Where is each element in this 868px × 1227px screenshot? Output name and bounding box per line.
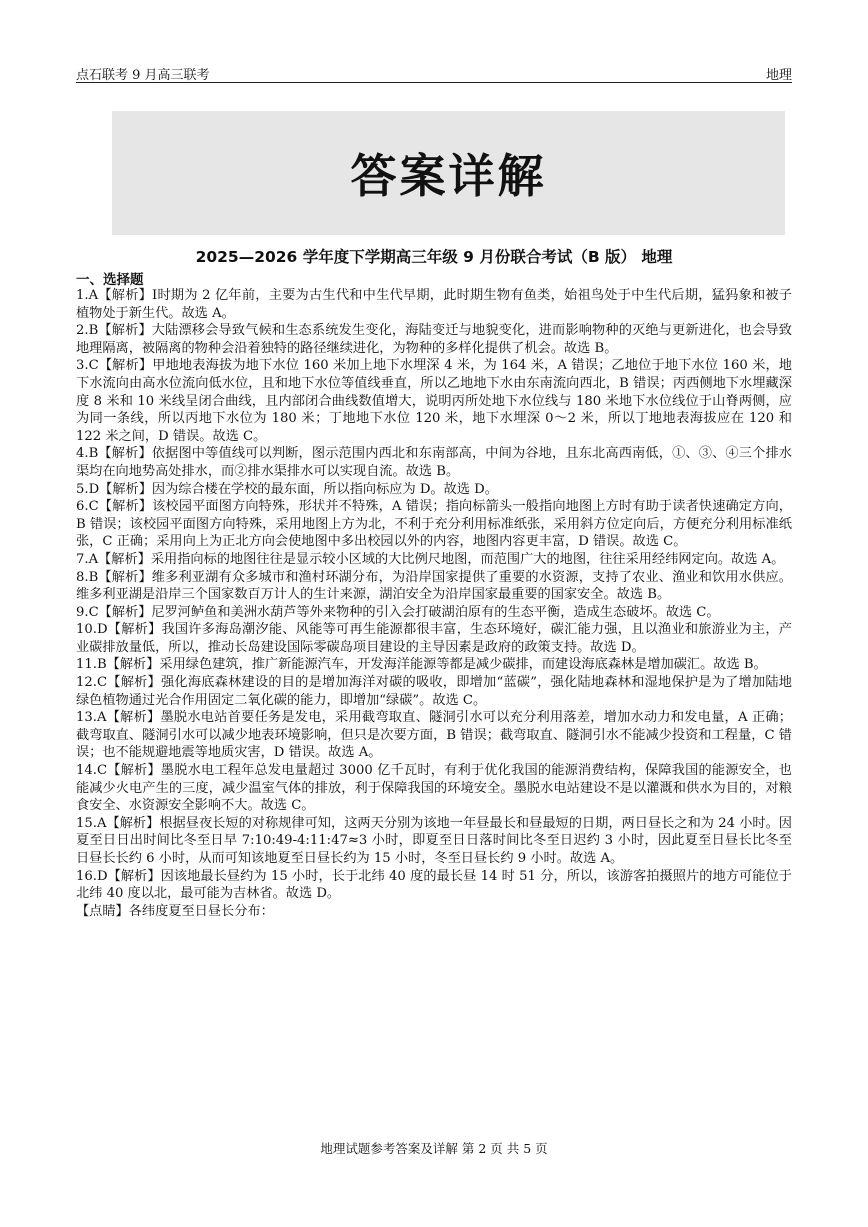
answer-item: 11.B【解析】采用绿色建筑，推广新能源汽车，开发海洋能源等都是减少碳排，而建设海底森林是增加碳汇。故选 B。: [76, 657, 767, 673]
answer-item: 2.B【解析】大陆漂移会导致气候和生态系统发生变化，海陆变迁与地貌变化，进而影响物种的灭绝与更新进化，也会导致地理隔离，被隔离的物种会沿着独特的路径继续进化，为物种的多样化提供了机会。故选 B。: [76, 323, 792, 356]
section-heading: 一、选择题: [76, 272, 144, 288]
answer-item: 13.A【解析】墨脱水电站首要任务是发电，采用截弯取直、隧洞引水可以充分利用落差，增加水动力和发电量，A 正确；截弯取直、隧洞引水可以减少地表环境影响，但只是次要方面，B 错误；截弯取直、隧洞引水不能减少投资和工程量，C 错误；也不能规避地震等地质灾害，D 错误。故选 A。: [76, 710, 792, 761]
answer-item: 3.C【解析】甲地地表海拔为地下水位 160 米加上地下水埋深 4 米，为 164 米，A 错误；乙地位于地下水位 160 米，地下水流向由高水位流向低水位，且和地下水位等值线垂直，所以乙地地下水由东南流向西北，B 错误；丙西侧地下水埋藏深度 8 米和 10 米线呈闭合曲线，且内部闭合曲线数值增大，说明丙所处地下水位线与 180 米地下水位线位于山脊两侧，应为同一条线，所以丙地下水位为 180 米；丁地地下水位 120 米，地下水埋深 0～2 米，所以丁地地表海拔应在 120 和 122 米之间，D 错误。故选 C。: [76, 358, 792, 444]
answer-item: 8.B【解析】维多利亚湖有众多城市和渔村环湖分布，为沿岸国家提供了重要的水资源，支持了农业、渔业和饮用水供应。维多利亚湖是沿岸三个国家数百万计人的生计来源，湖泊安全为沿岸国家最重要的国家安全。故选 B。: [76, 569, 792, 603]
page-footer: 地理试题参考答案及详解 第 2 页 共 5 页: [320, 1141, 548, 1156]
answer-item: 10.D【解析】我国许多海岛潮汐能、风能等可再生能源都很丰富，生态环境好，碳汇能力强，且以渔业和旅游业为主，产业碳排放量低，所以，推动长岛建设国际零碳岛项目建设的主导因素是政府的政策支持。故选 D。: [76, 622, 792, 655]
banner-title: 答案详解: [350, 149, 547, 203]
answer-item: 12.C【解析】强化海底森林建设的目的是增加海洋对碳的吸收，即增加“蓝碳”，强化陆地森林和湿地保护是为了增加陆地绿色植物通过光合作用固定二氧化碳的能力，即增加“绿碳”。故选 C。: [76, 675, 792, 708]
page-header: [76, 62, 792, 83]
answer-item: 4.B【解析】依据图中等值线可以判断，图示范围内西北和东南部高，中间为谷地，且东北高西南低，①、③、④三个排水渠均在向地势高处排水，而②排水渠排水可以实现自流。故选 B。: [76, 446, 792, 479]
answer-item: 15.A【解析】根据昼夜长短的对称规律可知，这两天分别为该地一年昼最长和昼最短的日期，两日昼长之和为 24 小时。因夏至日日出时间比冬至日早 7:10:49-4:11:47≈3 小时，即夏至日日落时间比冬至日迟约 3 小时，因此夏至日昼长比冬至日昼长长约 6 小时，从而可知该地夏至日昼长约为 15 小时，冬至日昼长约 9 小时。故选 A。: [76, 815, 792, 866]
answer-list: [76, 287, 792, 920]
answer-item: 1.A【解析】Ⅰ时期为 2 亿年前，主要为古生代和中生代早期，此时期生物有鱼类，始祖鸟处于中生代后期，猛犸象和被子植物处于新生代。故选 A。: [76, 288, 792, 321]
answer-item: 16.D【解析】因该地最长昼约为 15 小时，长于北纬 40 度的最长昼 14 时 51 分，所以，该游客拍摄照片的地方可能位于北纬 40 度以北，最可能为吉林省。故选 D。: [76, 868, 792, 902]
exam-source-label: 点石联考 9 月高三联考: [76, 68, 210, 83]
answer-item: 7.A【解析】采用指向标的地图往往是显示较小区域的大比例尺地图，而范围广大的地图，往往采用经纬网定向。故选 A。: [76, 551, 785, 567]
answer-item: 9.C【解析】尼罗河鲈鱼和美洲水葫芦等外来物种的引入会打破湖泊原有的生态平衡，造成生态破坏。故选 C。: [76, 604, 720, 620]
answer-banner: [112, 111, 785, 235]
answer-item: 6.C【解析】该校园平面图方向特殊，形状并不特殊，A 错误；指向标箭头一般指向地图上方时有助于读者快速确定方向，B 错误；该校园平面图方向特殊，采用地图上方为北，不利于充分利用标准纸张，采用斜方位定向后，方便充分利用标准纸张，C 正确；采用向上为正北方向会使地图中多出校园以外的内容，地图内容更丰富，D 错误。故选 C。: [76, 499, 792, 550]
key-point-note: 【点睛】各纬度夏至日昼长分布：: [76, 903, 274, 919]
exam-title: 2025—2026 学年度下学期高三年级 9 月份联合考试（B 版） 地理: [195, 248, 673, 266]
answer-item: 14.C【解析】墨脱水电工程年总发电量超过 3000 亿千瓦时，有利于优化我国的能源消费结构，保障我国的能源安全，也能减少火电产生的三度，减少温室气体的排放，利于保障我国的环境安全。墨脱水电站建设不是以灌溉和供水为目的，对粮食安全、水资源安全影响不大。故选 C。: [76, 763, 792, 814]
answer-item: 5.D【解析】因为综合楼在学校的最东面，所以指向标应为 D。故选 D。: [76, 481, 498, 497]
subject-label: 地理: [765, 68, 792, 83]
